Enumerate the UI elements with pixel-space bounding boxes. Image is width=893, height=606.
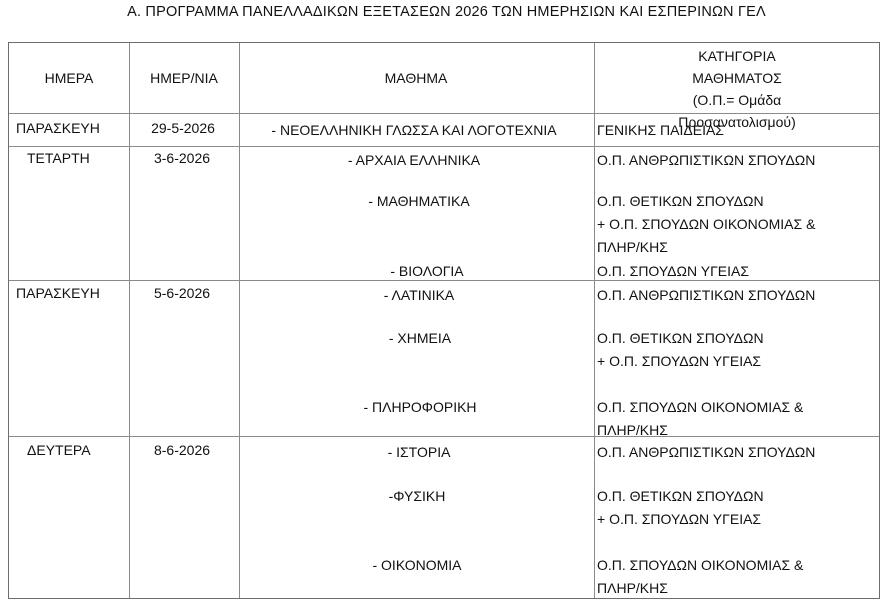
row-date: 3-6-2026	[153, 150, 211, 166]
category-line: ΓΕΝΙΚΗΣ ΠΑΙΔΕΙΑΣ	[597, 122, 724, 138]
category-line: Ο.Π. ΣΠΟΥΔΩΝ ΟΙΚΟΝΟΜΙΑΣ &	[597, 399, 804, 415]
subject-item: - ΜΑΘΗΜΑΤΙΚΑ	[368, 193, 470, 209]
subject-item: - ΙΣΤΟΡΙΑ	[387, 444, 451, 460]
column-divider	[129, 43, 130, 598]
category-line: Ο.Π. ΣΠΟΥΔΩΝ ΥΓΕΙΑΣ	[597, 263, 750, 279]
row-divider	[9, 146, 879, 147]
category-line: Ο.Π. ΑΝΘΡΩΠΙΣΤΙΚΩΝ ΣΠΟΥΔΩΝ	[597, 444, 816, 460]
category-line: + Ο.Π. ΣΠΟΥΔΩΝ ΥΓΕΙΑΣ	[597, 353, 762, 369]
header-day: ΗΜΕΡΑ	[44, 70, 94, 86]
header-category-line: ΚΑΤΗΓΟΡΙΑ ΜΑΘΗΜΑΤΟΣ	[692, 48, 782, 86]
subject-item: - ΝΕΟΕΛΛΗΝΙΚΗ ΓΛΩΣΣΑ ΚΑΙ ΛΟΓΟΤΕΧΝΙΑ	[271, 122, 557, 138]
row-day: ΠΑΡΑΣΚΕΥΗ	[16, 120, 100, 136]
category-line: + Ο.Π. ΣΠΟΥΔΩΝ ΟΙΚΟΝΟΜΙΑΣ &	[597, 216, 816, 232]
subject-item: - ΠΛΗΡΟΦΟΡΙΚΗ	[363, 399, 477, 415]
category-line: ΠΛΗΡ/ΚΗΣ	[597, 422, 668, 438]
exam-schedule-table	[8, 42, 880, 599]
header-date: ΗΜΕΡ/ΝΙΑ	[150, 70, 218, 86]
header-category	[666, 45, 808, 133]
category-line: Ο.Π. ΑΝΘΡΩΠΙΣΤΙΚΩΝ ΣΠΟΥΔΩΝ	[597, 287, 816, 303]
row-date: 29-5-2026	[151, 120, 215, 136]
row-day: ΤΕΤΑΡΤΗ	[27, 150, 90, 166]
row-day: ΠΑΡΑΣΚΕΥΗ	[16, 285, 100, 301]
subject-item: - ΛΑΤΙΝΙΚΑ	[383, 287, 455, 303]
category-line: Ο.Π. ΘΕΤΙΚΩΝ ΣΠΟΥΔΩΝ	[597, 193, 764, 209]
column-divider	[594, 43, 595, 598]
row-date: 5-6-2026	[153, 285, 211, 301]
subject-item: - ΟΙΚΟΝΟΜΙΑ	[372, 557, 462, 573]
category-line: ΠΛΗΡ/ΚΗΣ	[597, 580, 668, 596]
category-line: Ο.Π. ΘΕΤΙΚΩΝ ΣΠΟΥΔΩΝ	[597, 488, 764, 504]
category-line: Ο.Π. ΑΝΘΡΩΠΙΣΤΙΚΩΝ ΣΠΟΥΔΩΝ	[597, 152, 816, 168]
row-date: 8-6-2026	[153, 442, 211, 458]
subject-item: - ΑΡΧΑΙΑ ΕΛΛΗΝΙΚΑ	[347, 152, 481, 168]
category-line: + Ο.Π. ΣΠΟΥΔΩΝ ΥΓΕΙΑΣ	[597, 511, 762, 527]
category-line: ΠΛΗΡ/ΚΗΣ	[597, 239, 668, 255]
row-day: ΔΕΥΤΕΡΑ	[27, 442, 91, 458]
header-category-line: Προσανατολισμού)	[678, 114, 796, 130]
header-subject: ΜΑΘΗΜΑ	[384, 70, 448, 86]
subject-item: - ΒΙΟΛΟΓΙΑ	[390, 263, 464, 279]
category-line: Ο.Π. ΣΠΟΥΔΩΝ ΟΙΚΟΝΟΜΙΑΣ &	[597, 557, 804, 573]
category-line: Ο.Π. ΘΕΤΙΚΩΝ ΣΠΟΥΔΩΝ	[597, 330, 764, 346]
row-divider	[9, 436, 879, 437]
page-title: Α. ΠΡΟΓΡΑΜΜΑ ΠΑΝΕΛΛΑΔΙΚΩΝ ΕΞΕΤΑΣΕΩΝ 2026 ΤΩΝ ΗΜΕΡΗΣΙΩΝ ΚΑΙ ΕΣΠΕΡΙΝΩΝ ΓΕΛ	[127, 4, 766, 20]
column-divider	[239, 43, 240, 598]
row-divider	[9, 280, 879, 281]
subject-item: -ΦΥΣΙΚΗ	[388, 488, 446, 504]
subject-item: - ΧΗΜΕΙΑ	[388, 330, 452, 346]
header-category-line: (Ο.Π.= Ομάδα	[692, 92, 782, 108]
